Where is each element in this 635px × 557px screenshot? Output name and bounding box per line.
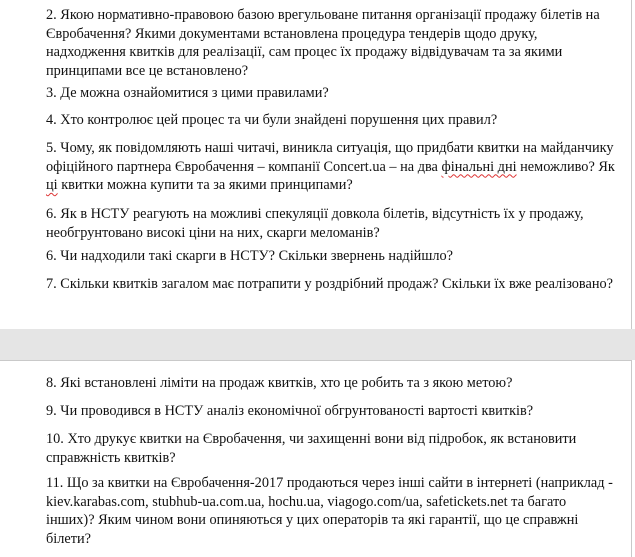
spellcheck-underline: ці	[46, 177, 58, 193]
question-6: 6. Як в НСТУ реагують на можливі спекуляції довкола білетів, відсутність їх у продажу, необгрунтовано високі ціни на них, скарги меломанів?	[46, 206, 584, 241]
page-break	[0, 329, 635, 360]
spellcheck-underline: фінальні дні	[441, 158, 517, 175]
question-6b: 6. Чи надходили такі скарги в НСТУ? Скільки звернень надійшло?	[46, 248, 453, 264]
question-2: 2. Якою нормативно-правовою базою врегульоване питання організації продажу білетів на Євробачення? Якими документами встановлена процедура тендерів щодо друку, надходження квитків для реалізації, сам процес їх продажу відвідувачам та за якими принципами все це встановлено?	[46, 7, 600, 79]
question-3: 3. Де можна ознайомитися з цими правилами?	[46, 85, 329, 101]
question-9: 9. Чи проводився в НСТУ аналіз економічної обгрунтованості вартості квитків?	[46, 403, 534, 419]
question-11: 11. Що за квитки на Євробачення-2017 продаються через інші сайти в інтернеті (наприклад - kiev.karabas.com, stubhub-ua.com.ua, hochu.ua, viagogo.com/ua, safetickets.net та багато інших)? Яким чином вони опиняються у цих операторів та які гарантії, що це справжні білети?	[46, 475, 613, 547]
question-8: 8. Які встановлені ліміти на продаж квитків, хто це робить та з якою метою?	[46, 375, 513, 391]
question-10: 10. Хто друкує квитки на Євробачення, чи захищенні вони від підробок, як встановити справжність квитків?	[46, 431, 577, 466]
question-4: 4. Хто контролює цей процес та чи були знайдені порушення цих правил?	[46, 112, 498, 128]
question-5: 5. Чому, як повідомляють наші читачі, виникла ситуація, що придбати квитки на майданчику офіційного партнера Євробачення – компанії Concert.ua – на два фінальні дні неможливо? Як ці квитки можна купити та за якими принципами?	[46, 140, 615, 193]
question-7: 7. Скільки квитків загалом має потрапити у роздрібний продаж? Скільки їх вже реалізовано?	[46, 276, 613, 292]
document-page-2	[0, 360, 632, 557]
